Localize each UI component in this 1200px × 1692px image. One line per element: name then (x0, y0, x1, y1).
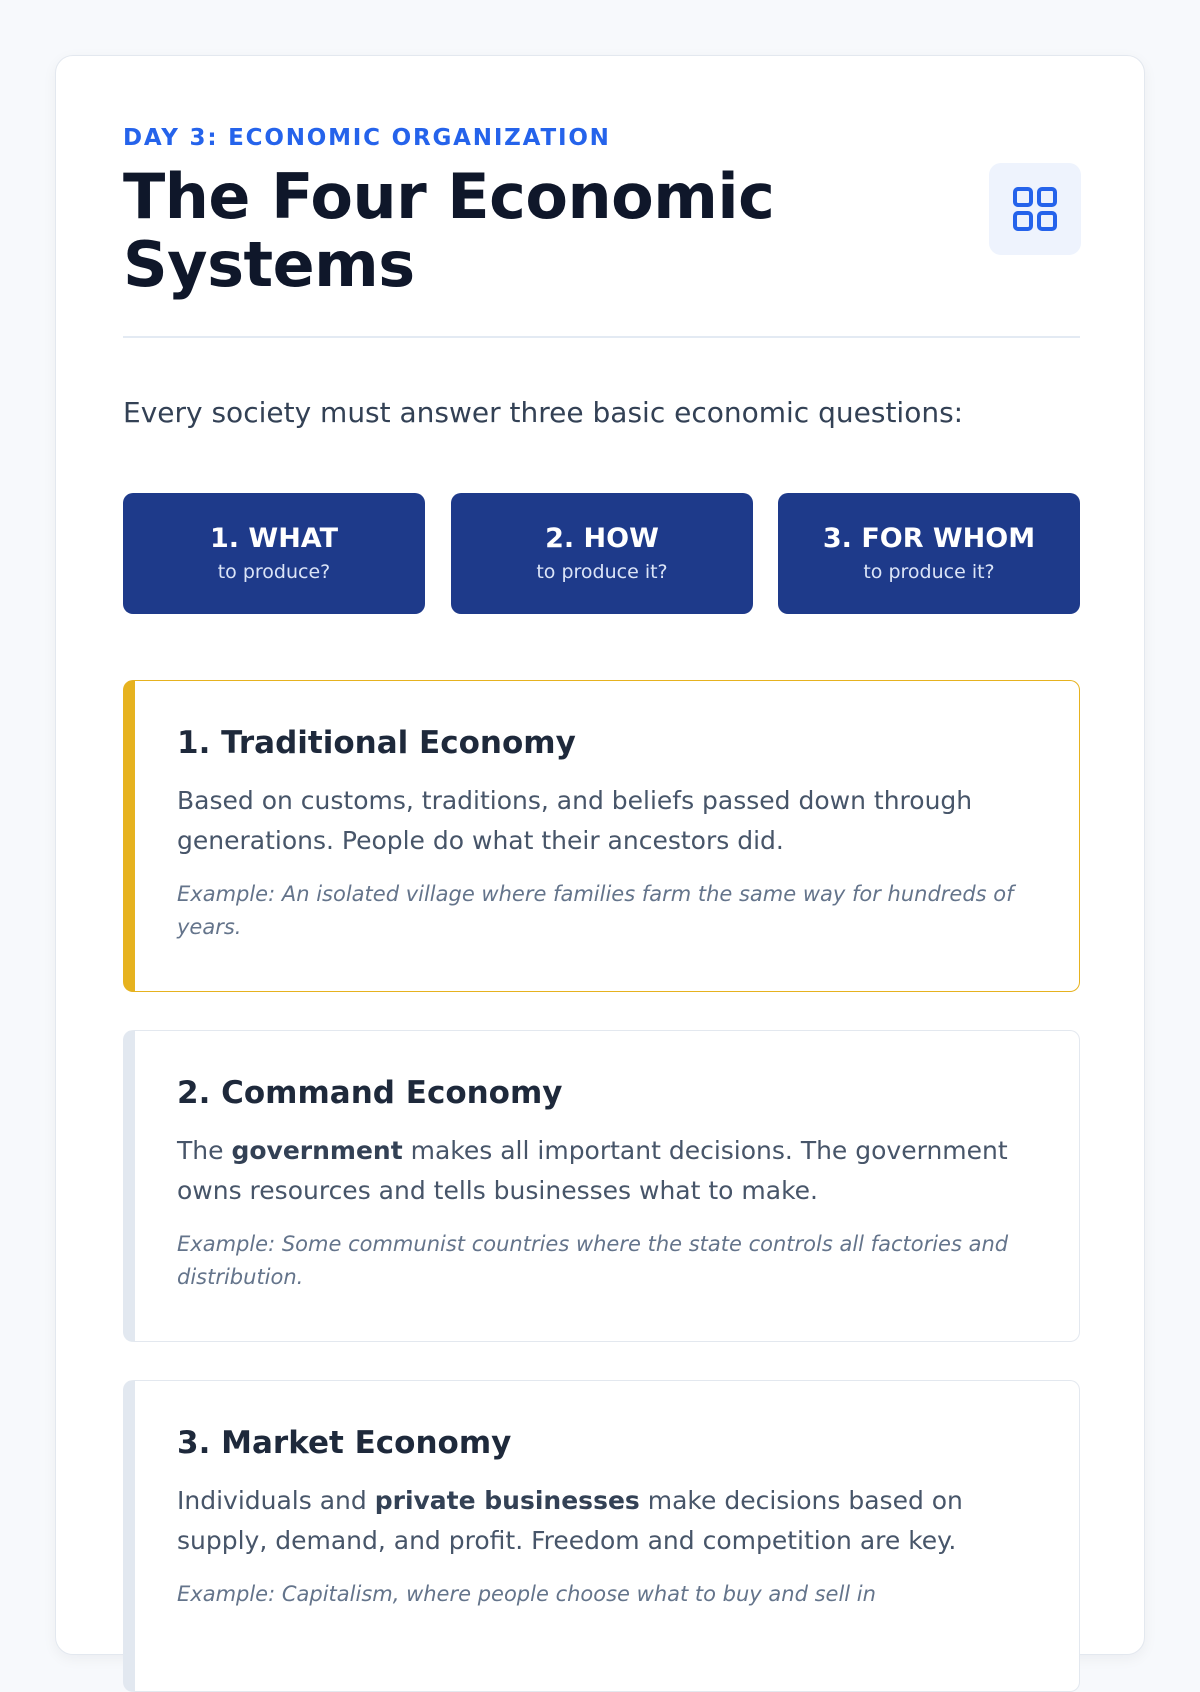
description-text: Individuals and (177, 1486, 375, 1515)
grid-icon (1012, 186, 1058, 232)
intro-text: Every society must answer three basic economic questions: (123, 396, 964, 429)
lesson-card (55, 55, 1145, 1655)
question-label: 2. HOW (545, 523, 659, 554)
system-title: 3. Market Economy (177, 1425, 512, 1461)
description-text: make decisions based on supply, demand, and profit. Freedom and competition are key. (177, 1486, 963, 1555)
description-text: makes all important decisions. The government owns resources and tells businesses what to make. (177, 1136, 1008, 1205)
system-example: Example: An isolated village where families farm the same way for hundreds of years. (177, 882, 1014, 939)
system-description (177, 1481, 1037, 1561)
grid-menu-button[interactable] (989, 163, 1081, 255)
system-description (177, 1131, 1037, 1211)
lesson-kicker: DAY 3: ECONOMIC ORGANIZATION (123, 125, 611, 151)
page-title: The Four Economic Systems (123, 160, 775, 301)
question-sub: to produce it? (536, 561, 668, 583)
system-example: Example: Capitalism, where people choose what to buy and sell in (177, 1582, 876, 1606)
system-title: 1. Traditional Economy (177, 725, 576, 761)
question-what[interactable] (123, 493, 425, 614)
system-title: 2. Command Economy (177, 1075, 563, 1111)
system-card-market[interactable] (123, 1380, 1080, 1692)
question-for-whom[interactable] (778, 493, 1080, 614)
system-description: Based on customs, traditions, and beliefs passed down through generations. People do what their ancestors did. (177, 786, 973, 855)
description-text: The (177, 1136, 232, 1165)
system-card-traditional[interactable] (123, 680, 1080, 992)
question-sub: to produce it? (863, 561, 995, 583)
question-how[interactable] (451, 493, 753, 614)
description-emphasis: government (231, 1136, 403, 1165)
system-card-command[interactable] (123, 1030, 1080, 1342)
question-sub: to produce? (217, 561, 331, 583)
system-example: Example: Some communist countries where the state controls all factories and distribution. (177, 1232, 1009, 1289)
economic-questions (123, 493, 1080, 614)
header-divider (123, 336, 1080, 338)
question-label: 3. FOR WHOM (822, 523, 1036, 554)
question-label: 1. WHAT (209, 523, 339, 554)
description-emphasis: private businesses (374, 1486, 640, 1515)
